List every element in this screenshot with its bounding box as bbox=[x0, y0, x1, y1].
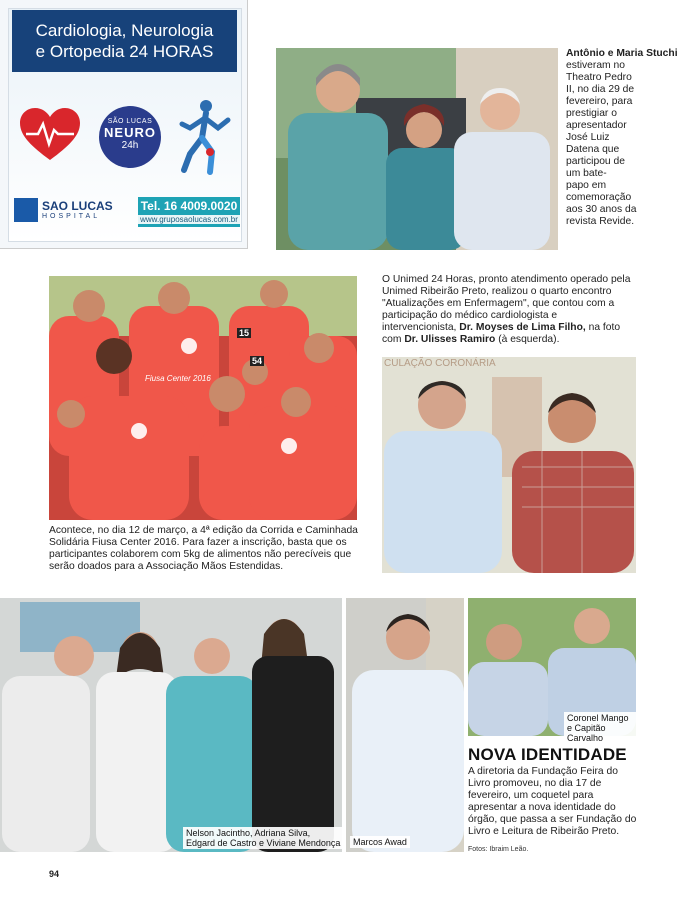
photo-datena-stuchi bbox=[276, 48, 558, 250]
hospital-advertisement[interactable] bbox=[0, 0, 248, 249]
story1-line-5: prestigiar o bbox=[566, 108, 617, 119]
story1-line-9: participou de bbox=[566, 156, 625, 167]
photo-coronel-capitao bbox=[468, 598, 636, 743]
logo-sub: HOSPITAL bbox=[42, 213, 101, 220]
photo-banner-text: CULAÇÃO CORONÁRIA bbox=[384, 358, 496, 369]
photo-scene bbox=[276, 48, 558, 250]
story2-text-a: O Unimed 24 Horas, pronto atendimento operado pela Unimed Ribeirão Preto, realizou o quarto encontro "Atualizações em Enfermagem", que contou com a participação do médico cardiologista e intervencionista, bbox=[382, 274, 631, 333]
nova-identidade-body: A diretoria da Fundação Feira do Livro promoveu, no dia 17 de fevereiro, um coquetel para apresentar a nova identidade do órgão, que passa a ser Fundação do Livro e Leitura de Ribeirão Preto. bbox=[468, 766, 637, 837]
ad-contact-box bbox=[138, 197, 240, 227]
story2-caption bbox=[382, 274, 632, 346]
story2-name-2: Dr. Ulisses Ramiro bbox=[404, 334, 496, 345]
sao-lucas-logo bbox=[14, 198, 134, 226]
story2-text-c: (à esquerda). bbox=[495, 334, 560, 345]
photo-corrida-solidaria bbox=[49, 276, 357, 520]
story2-name-1: Dr. Moyses de Lima Filho, bbox=[459, 322, 586, 333]
page-number: 94 bbox=[49, 869, 60, 879]
logo-mark bbox=[14, 198, 38, 222]
story1-line-8: Datena que bbox=[566, 144, 620, 155]
ad-title-line1: Cardiologia, Neurologia bbox=[35, 21, 214, 40]
photo-scene bbox=[382, 357, 636, 573]
ad-phone: Tel. 16 4009.0020 bbox=[140, 199, 238, 213]
story3-caption: Acontece, no dia 12 de março, a 4ª edição da Corrida e Caminhada Solidária Fiusa Center 2016. Para fazer a inscrição, basta que os participantes colaborem com 5kg de alimentos não perecíveis que serão doados para a Associação Mãos Estendidas. bbox=[49, 525, 358, 572]
story1-line-12: comemoração bbox=[566, 192, 632, 203]
story1-line-10: um bate- bbox=[566, 168, 607, 179]
ad-title-line2: e Ortopedia 24 HORAS bbox=[35, 42, 214, 61]
race-bib-2: 54 bbox=[252, 356, 263, 366]
story1-line-6: apresentador bbox=[566, 120, 627, 131]
story1-line-13: aos 30 anos da bbox=[566, 204, 637, 215]
nova-identidade-title: NOVA IDENTIDADE bbox=[468, 745, 627, 764]
story1-names: Antônio e Maria Stuchi bbox=[566, 48, 678, 59]
photo1-caption: Nelson Jacintho, Adriana Silva, Edgard de Castro e Viviane Mendonça bbox=[183, 827, 344, 849]
photo-credit: Fotos: Ibraim Leão. bbox=[468, 846, 529, 853]
story2-text-b: na foto com bbox=[382, 322, 621, 345]
story1-line-7: José Luiz bbox=[566, 132, 610, 143]
photo-scene bbox=[0, 598, 342, 852]
photo2-caption: Marcos Awad bbox=[350, 836, 410, 848]
race-bib-1: 15 bbox=[239, 328, 250, 338]
shirt-text: Fiusa Center 2016 bbox=[145, 374, 211, 383]
photo-scene bbox=[346, 598, 464, 852]
neuro-badge-small: SÃO LUCAS bbox=[107, 118, 153, 125]
ad-website: www.gruposaolucas.com.br bbox=[138, 215, 240, 224]
photo-scene bbox=[49, 276, 357, 520]
story1-line-11: papo em bbox=[566, 180, 607, 191]
neuro-24h-badge bbox=[99, 106, 161, 168]
photo-marcos-awad bbox=[346, 598, 464, 852]
photo-fundacao-group bbox=[0, 598, 342, 852]
logo-name: SAO LUCAS bbox=[42, 199, 113, 213]
neuro-badge-24h: 24h bbox=[121, 140, 139, 151]
runner-skeleton-icon bbox=[176, 98, 232, 178]
story1-line-3: II, no dia 29 de bbox=[566, 84, 635, 95]
photo-unimed-doctors bbox=[382, 357, 636, 573]
story1-line-14: revista Revide. bbox=[566, 216, 635, 227]
story1-line-4: fevereiro, para bbox=[566, 96, 633, 107]
neuro-badge-title: NEURO bbox=[104, 125, 156, 140]
story1-line-1: estiveram no bbox=[566, 60, 625, 71]
story1-caption bbox=[566, 48, 684, 228]
ad-title-banner bbox=[12, 10, 237, 72]
story1-line-2: Theatro Pedro bbox=[566, 72, 632, 83]
heart-icon bbox=[18, 106, 82, 162]
photo3-caption: Coronel Mango e Capitão Carvalho bbox=[564, 712, 638, 744]
